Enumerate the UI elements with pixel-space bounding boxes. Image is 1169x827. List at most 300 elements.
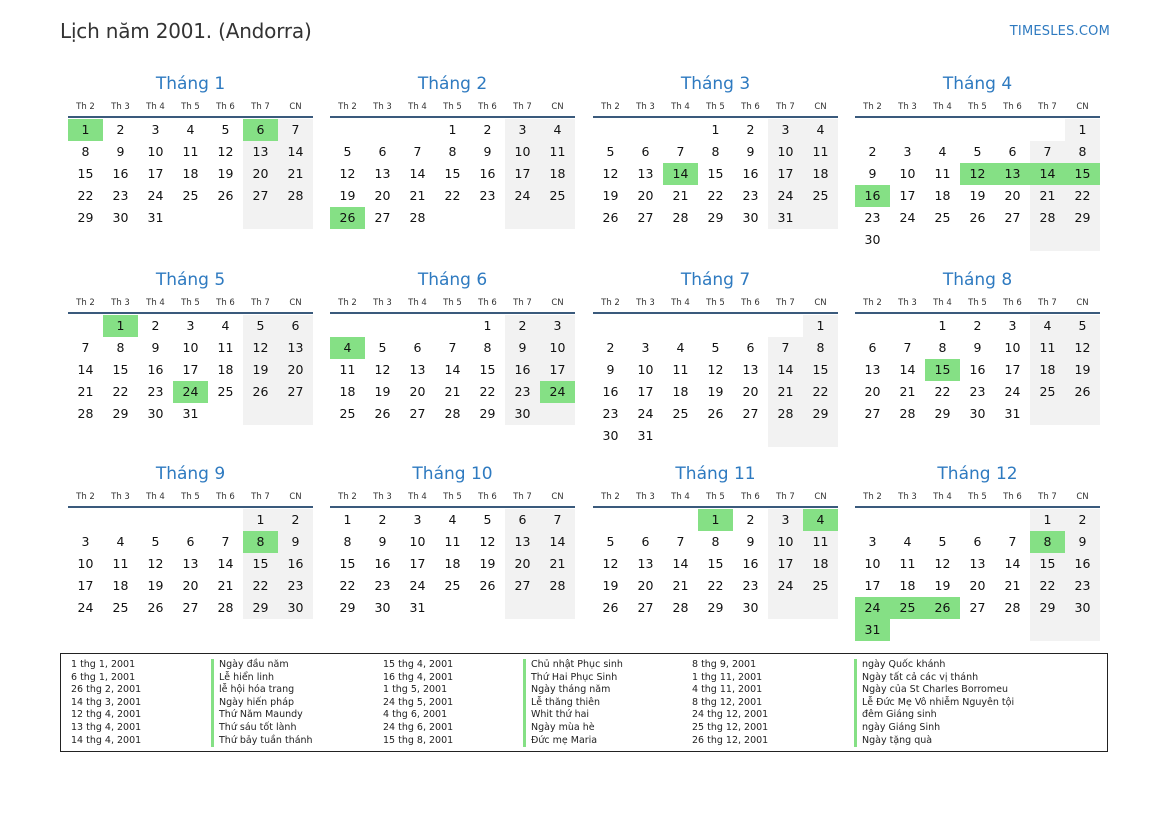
day-cell: 11 [1030, 337, 1065, 359]
day-cell: 23 [479, 188, 496, 203]
day-cell: 10 [77, 556, 94, 571]
day-cell: 20 [409, 384, 426, 399]
legend-dates-col-1 [71, 659, 141, 747]
holiday-day-cell: 15 [1065, 163, 1100, 185]
day-cell: 8 [116, 340, 125, 355]
holiday-day-cell: 24 [540, 381, 575, 403]
day-cell: 10 [1004, 340, 1021, 355]
day-cell: 12 [707, 362, 724, 377]
day-cell: 25 [444, 578, 461, 593]
day-cell: 6 [505, 509, 540, 531]
weekday-label: Th 2 [863, 102, 882, 112]
day-cell: 25 [540, 185, 575, 207]
month-6 [330, 269, 575, 425]
day-cell: 9 [746, 534, 755, 549]
day-cell: 6 [868, 340, 877, 355]
empty-cell [628, 509, 663, 531]
day-cell: 3 [186, 318, 195, 333]
day-cell: 21 [409, 188, 426, 203]
day-cell: 10 [409, 534, 426, 549]
weekday-label: Th 7 [776, 492, 795, 502]
day-grid [855, 119, 1100, 251]
weekday-label: Th 4 [671, 492, 690, 502]
day-cell: 1 [938, 318, 947, 333]
day-cell: 30 [742, 600, 759, 615]
day-cell: 10 [505, 141, 540, 163]
empty-cell [995, 229, 1030, 251]
day-cell: 7 [768, 337, 803, 359]
weekday-label: Th 5 [706, 102, 725, 112]
page-title: Lịch năm 2001. (Andorra) [60, 19, 312, 43]
empty-cell [208, 403, 243, 425]
day-cell: 28 [1030, 207, 1065, 229]
day-cell: 29 [1065, 207, 1100, 229]
legend-names-col-2 [523, 659, 623, 747]
day-cell: 26 [707, 406, 724, 421]
day-cell: 19 [1065, 359, 1100, 381]
day-cell: 1 [1030, 509, 1065, 531]
day-cell: 4 [903, 534, 912, 549]
day-cell: 15 [707, 556, 724, 571]
day-cell: 1 [243, 509, 278, 531]
legend-date: 1 thg 11, 2001 [692, 671, 763, 683]
holiday-day-cell: 8 [1030, 531, 1065, 553]
day-cell: 23 [864, 210, 881, 225]
empty-cell [768, 425, 803, 447]
empty-cell [505, 597, 540, 619]
day-cell: 7 [413, 144, 422, 159]
weekday-header [330, 297, 575, 314]
weekday-label: CN [814, 492, 827, 502]
legend-date: 15 thg 8, 2001 [383, 734, 454, 746]
day-cell: 25 [217, 384, 234, 399]
day-cell: 5 [938, 534, 947, 549]
weekday-label: CN [1076, 102, 1089, 112]
day-cell: 25 [182, 188, 199, 203]
day-cell: 13 [505, 531, 540, 553]
day-cell: 1 [803, 315, 838, 337]
empty-cell [138, 509, 173, 531]
weekday-label: Th 6 [216, 102, 235, 112]
legend-holiday-name: Lễ thăng thiên [531, 696, 601, 708]
legend-holiday-name: Thứ bảy tuần thánh [219, 734, 313, 746]
day-cell: 28 [540, 575, 575, 597]
legend-names-col-1 [211, 659, 313, 747]
weekday-label: Th 5 [181, 492, 200, 502]
empty-cell [330, 119, 365, 141]
day-cell: 15 [77, 166, 94, 181]
weekday-header [593, 101, 838, 118]
day-cell: 17 [409, 556, 426, 571]
day-cell: 21 [899, 384, 916, 399]
legend-holiday-name: Chủ nhật Phục sinh [531, 659, 623, 670]
day-grid [593, 509, 838, 619]
legend-holiday-name: Thứ Năm Maundy [219, 709, 303, 721]
day-cell: 19 [969, 188, 986, 203]
day-cell: 9 [483, 144, 492, 159]
day-cell: 27 [864, 406, 881, 421]
legend-dates-col-3 [692, 659, 768, 747]
day-cell: 8 [483, 340, 492, 355]
day-cell: 16 [147, 362, 164, 377]
legend-date: 26 thg 12, 2001 [692, 734, 769, 746]
weekday-label: Th 6 [741, 492, 760, 502]
day-cell: 27 [637, 210, 654, 225]
legend-date: 25 thg 12, 2001 [692, 721, 769, 733]
day-cell: 4 [221, 318, 230, 333]
empty-cell [855, 509, 890, 531]
day-cell: 10 [147, 144, 164, 159]
day-cell: 19 [602, 188, 619, 203]
day-cell: 13 [742, 362, 759, 377]
day-cell: 18 [112, 578, 129, 593]
legend-holiday-name: ngày Quốc khánh [862, 659, 946, 670]
day-cell: 28 [1004, 600, 1021, 615]
day-cell: 18 [444, 556, 461, 571]
day-cell: 11 [444, 534, 461, 549]
day-cell: 2 [116, 122, 125, 137]
empty-cell [995, 119, 1030, 141]
month-5 [68, 269, 313, 425]
day-cell: 8 [803, 337, 838, 359]
day-cell: 25 [934, 210, 951, 225]
day-cell: 18 [803, 163, 838, 185]
empty-cell [435, 597, 470, 619]
day-cell: 13 [278, 337, 313, 359]
day-cell: 8 [81, 144, 90, 159]
weekday-label: Th 6 [1003, 298, 1022, 308]
month-7 [593, 269, 838, 447]
month-9 [68, 463, 313, 619]
day-cell: 16 [742, 166, 759, 181]
day-cell: 11 [803, 531, 838, 553]
day-cell: 10 [864, 556, 881, 571]
empty-cell [960, 509, 995, 531]
day-cell: 25 [1030, 381, 1065, 403]
legend-holiday-name: Đức mẹ Maria [531, 734, 598, 746]
weekday-label: Th 3 [111, 492, 130, 502]
weekday-label: Th 5 [968, 102, 987, 112]
empty-cell [1065, 229, 1100, 251]
empty-cell [470, 597, 505, 619]
day-cell: 11 [217, 340, 234, 355]
day-cell: 22 [803, 381, 838, 403]
day-cell: 2 [973, 318, 982, 333]
day-cell: 23 [602, 406, 619, 421]
legend-date: 24 thg 5, 2001 [383, 696, 454, 708]
day-cell: 3 [641, 340, 650, 355]
day-cell: 29 [479, 406, 496, 421]
day-cell: 27 [409, 406, 426, 421]
empty-cell [68, 315, 103, 337]
day-cell: 11 [899, 556, 916, 571]
day-cell: 20 [505, 553, 540, 575]
day-cell: 2 [278, 509, 313, 531]
legend-date: 24 thg 12, 2001 [692, 709, 769, 721]
day-cell: 6 [746, 340, 755, 355]
day-cell: 28 [444, 406, 461, 421]
empty-cell [768, 597, 803, 619]
day-grid [855, 509, 1100, 641]
day-cell: 15 [1030, 553, 1065, 575]
day-cell: 21 [672, 188, 689, 203]
weekday-label: Th 4 [408, 102, 427, 112]
empty-cell [1030, 119, 1065, 141]
empty-cell [435, 207, 470, 229]
day-grid [855, 315, 1100, 425]
weekday-label: Th 5 [706, 298, 725, 308]
weekday-label: Th 2 [76, 102, 95, 112]
day-cell: 29 [112, 406, 129, 421]
weekday-label: Th 5 [443, 102, 462, 112]
holiday-day-cell: 24 [855, 597, 890, 619]
day-cell: 10 [637, 362, 654, 377]
day-cell: 22 [479, 384, 496, 399]
month-title: Tháng 10 [412, 464, 493, 484]
day-cell: 26 [479, 578, 496, 593]
weekday-label: Th 7 [251, 102, 270, 112]
day-cell: 13 [637, 556, 654, 571]
legend-holiday-name: ngày Giáng Sinh [862, 721, 941, 733]
day-cell: 19 [217, 166, 234, 181]
empty-cell [890, 315, 925, 337]
weekday-label: Th 6 [216, 298, 235, 308]
day-cell: 16 [112, 166, 129, 181]
weekday-label: Th 2 [601, 102, 620, 112]
day-cell: 30 [278, 597, 313, 619]
day-grid [330, 315, 575, 425]
day-cell: 31 [1004, 406, 1021, 421]
day-cell: 5 [151, 534, 160, 549]
legend-names-col-3 [854, 659, 1014, 747]
month-title: Tháng 6 [417, 270, 488, 290]
day-cell: 29 [803, 403, 838, 425]
day-cell: 4 [938, 144, 947, 159]
weekday-label: Th 3 [636, 492, 655, 502]
day-cell: 2 [483, 122, 492, 137]
empty-cell [925, 229, 960, 251]
day-cell: 6 [973, 534, 982, 549]
day-cell: 17 [864, 578, 881, 593]
day-cell: 23 [374, 578, 391, 593]
weekday-label: Th 7 [1038, 102, 1057, 112]
day-cell: 11 [339, 362, 356, 377]
empty-cell [995, 619, 1030, 641]
empty-cell [960, 229, 995, 251]
day-cell: 28 [899, 406, 916, 421]
legend-date: 14 thg 3, 2001 [71, 696, 142, 708]
day-cell: 12 [479, 534, 496, 549]
weekday-label: Th 7 [1038, 492, 1057, 502]
day-cell: 20 [1004, 188, 1021, 203]
day-cell: 24 [77, 600, 94, 615]
weekday-label: Th 3 [636, 298, 655, 308]
day-cell: 30 [1065, 597, 1100, 619]
month-title: Tháng 5 [155, 270, 226, 290]
weekday-label: Th 5 [181, 102, 200, 112]
day-cell: 24 [505, 185, 540, 207]
day-cell: 7 [903, 340, 912, 355]
legend-date: 4 thg 11, 2001 [692, 684, 763, 696]
legend-holiday-name: Whit thứ hai [531, 709, 590, 721]
day-cell: 17 [147, 166, 164, 181]
weekday-label: Th 2 [338, 492, 357, 502]
empty-cell [733, 425, 768, 447]
empty-cell [540, 207, 575, 229]
empty-cell [278, 403, 313, 425]
day-cell: 3 [868, 534, 877, 549]
day-cell: 27 [1004, 210, 1021, 225]
day-cell: 13 [243, 141, 278, 163]
weekday-label: Th 6 [478, 492, 497, 502]
site-link[interactable]: TIMESLES.COM [1009, 24, 1110, 39]
day-cell: 29 [1030, 597, 1065, 619]
weekday-header [593, 297, 838, 314]
day-cell: 19 [243, 359, 278, 381]
month-8 [855, 269, 1100, 425]
holiday-day-cell: 14 [1030, 163, 1065, 185]
day-cell: 2 [746, 512, 755, 527]
day-cell: 22 [339, 578, 356, 593]
day-cell: 29 [707, 210, 724, 225]
empty-cell [733, 315, 768, 337]
day-grid [593, 315, 838, 447]
day-cell: 19 [147, 578, 164, 593]
day-cell: 17 [768, 553, 803, 575]
day-grid [330, 509, 575, 619]
empty-cell [400, 119, 435, 141]
legend-date: 1 thg 1, 2001 [71, 659, 136, 670]
day-cell: 27 [969, 600, 986, 615]
holiday-legend [60, 653, 1108, 752]
month-3 [593, 73, 838, 229]
weekday-label: Th 4 [146, 492, 165, 502]
legend-holiday-name: Ngày tặng quà [862, 734, 933, 746]
day-cell: 1 [448, 122, 457, 137]
weekday-label: Th 5 [443, 492, 462, 502]
empty-cell [1065, 403, 1100, 425]
day-cell: 20 [278, 359, 313, 381]
day-cell: 28 [217, 600, 234, 615]
empty-cell [103, 509, 138, 531]
day-cell: 18 [540, 163, 575, 185]
month-title: Tháng 3 [680, 74, 751, 94]
weekday-label: Th 7 [251, 298, 270, 308]
day-cell: 21 [77, 384, 94, 399]
empty-cell [960, 119, 995, 141]
empty-cell [470, 207, 505, 229]
empty-cell [960, 619, 995, 641]
day-cell: 13 [969, 556, 986, 571]
day-cell: 14 [217, 556, 234, 571]
day-cell: 14 [278, 141, 313, 163]
empty-cell [698, 425, 733, 447]
day-cell: 7 [676, 144, 685, 159]
legend-date: 6 thg 1, 2001 [71, 671, 136, 683]
empty-cell [540, 597, 575, 619]
day-cell: 7 [1030, 141, 1065, 163]
weekday-label: Th 3 [111, 298, 130, 308]
weekday-label: CN [289, 298, 302, 308]
day-cell: 18 [672, 384, 689, 399]
empty-cell [208, 207, 243, 229]
day-cell: 27 [278, 381, 313, 403]
empty-cell [663, 509, 698, 531]
day-cell: 21 [1004, 578, 1021, 593]
day-cell: 12 [217, 144, 234, 159]
legend-date: 8 thg 9, 2001 [692, 659, 757, 670]
day-cell: 12 [243, 337, 278, 359]
day-cell: 8 [1065, 141, 1100, 163]
holiday-day-cell: 4 [330, 337, 365, 359]
day-cell: 30 [969, 406, 986, 421]
weekday-header [855, 297, 1100, 314]
empty-cell [68, 509, 103, 531]
weekday-label: Th 4 [933, 492, 952, 502]
day-cell: 16 [602, 384, 619, 399]
day-cell: 18 [339, 384, 356, 399]
weekday-label: Th 3 [373, 298, 392, 308]
weekday-label: Th 2 [338, 298, 357, 308]
day-cell: 15 [444, 166, 461, 181]
day-cell: 21 [278, 163, 313, 185]
day-cell: 25 [112, 600, 129, 615]
day-cell: 12 [602, 166, 619, 181]
day-cell: 30 [864, 232, 881, 247]
weekday-label: Th 2 [76, 298, 95, 308]
month-title: Tháng 2 [417, 74, 488, 94]
legend-date: 16 thg 4, 2001 [383, 671, 454, 683]
day-cell: 14 [672, 556, 689, 571]
day-cell: 17 [77, 578, 94, 593]
weekday-label: Th 2 [338, 102, 357, 112]
legend-date: 15 thg 4, 2001 [383, 659, 454, 670]
day-cell: 2 [606, 340, 615, 355]
day-cell: 22 [243, 575, 278, 597]
day-cell: 19 [479, 556, 496, 571]
day-cell: 4 [186, 122, 195, 137]
day-cell: 22 [77, 188, 94, 203]
day-cell: 23 [969, 384, 986, 399]
day-cell: 2 [378, 512, 387, 527]
empty-cell [663, 315, 698, 337]
day-cell: 26 [602, 210, 619, 225]
month-10 [330, 463, 575, 619]
day-cell: 18 [899, 578, 916, 593]
empty-cell [400, 315, 435, 337]
legend-holiday-name: Lễ Đức Mẹ Vô nhiễm Nguyên tội [862, 696, 1015, 708]
day-cell: 16 [374, 556, 391, 571]
weekday-label: CN [289, 102, 302, 112]
day-cell: 15 [112, 362, 129, 377]
day-cell: 3 [903, 144, 912, 159]
day-cell: 17 [637, 384, 654, 399]
day-cell: 26 [374, 406, 391, 421]
day-cell: 19 [374, 384, 391, 399]
day-cell: 30 [505, 403, 540, 425]
day-cell: 5 [711, 340, 720, 355]
day-cell: 9 [746, 144, 755, 159]
day-cell: 19 [602, 578, 619, 593]
day-cell: 17 [1004, 362, 1021, 377]
day-cell: 5 [973, 144, 982, 159]
holiday-day-cell: 31 [855, 619, 890, 641]
month-2 [330, 73, 575, 229]
day-cell: 20 [374, 188, 391, 203]
weekday-label: Th 3 [636, 102, 655, 112]
weekday-label: Th 3 [898, 298, 917, 308]
day-cell: 11 [112, 556, 129, 571]
